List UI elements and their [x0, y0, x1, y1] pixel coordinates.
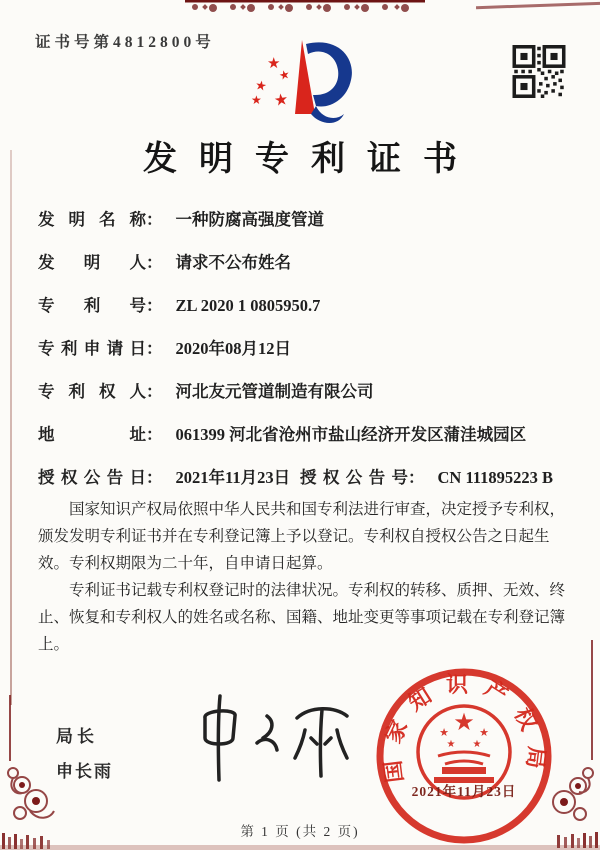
field-label: 专利权人	[38, 382, 146, 401]
field-row-patentee	[38, 378, 578, 421]
field-colon: ：	[146, 296, 163, 315]
field-value: 061399 河北省沧州市盐山经济开发区蒲洼城园区	[175, 425, 527, 444]
field-value: 一种防腐高强度管道	[175, 210, 324, 229]
svg-text:★: ★	[453, 708, 475, 736]
field-value: 2020年08月12日	[175, 339, 291, 358]
legal-paragraph-2: 专利证书记载专利权登记时的法律状况。专利权的转移、质押、无效、终止、恢复和专利权人的姓名或名称、国籍、地址变更等事项记载在专利登记簿上。	[38, 582, 566, 653]
svg-text:★: ★	[479, 726, 489, 739]
field-row-inventor	[38, 249, 578, 292]
qr-code	[512, 45, 566, 98]
field-label: 授权公告号	[300, 468, 408, 487]
field-colon: ：	[146, 382, 163, 401]
field-value: 2021年11月23日	[175, 468, 291, 487]
field-label: 授权公告日	[38, 468, 146, 487]
svg-text:★: ★	[446, 739, 456, 750]
legal-text-block	[38, 496, 568, 658]
field-label: 专利申请日	[38, 339, 146, 358]
field-row-invention-name	[38, 206, 578, 249]
field-grant-publication-number	[300, 464, 553, 488]
logo-star-icon: ★	[253, 78, 268, 95]
field-label: 发明人	[38, 253, 146, 272]
field-list	[38, 206, 578, 507]
field-label: 发明名称	[38, 210, 146, 229]
field-value: 请求不公布姓名	[175, 253, 291, 272]
field-row-address	[38, 421, 578, 464]
officer-title: 局长	[56, 727, 98, 746]
page-number: 第 1 页 (共 2 页)	[240, 824, 360, 839]
field-row-patent-number	[38, 292, 578, 335]
seal-ring-text: 国家知识产权局	[378, 671, 550, 784]
legal-paragraph-1: 国家知识产权局依照中华人民共和国专利法进行审查，决定授予专利权，颁发发明专利证书并在专利登记簿上予以登记。专利权自授权公告之日起生效。专利权期限为二十年，自申请日起算。	[38, 501, 566, 572]
logo-star-icon: ★	[267, 54, 281, 72]
svg-text:★: ★	[472, 739, 482, 750]
field-colon: ：	[146, 210, 163, 229]
field-value: 河北友元管道制造有限公司	[175, 382, 374, 401]
certificate-title: 发明专利证书	[143, 141, 479, 178]
field-value: ZL 2020 1 0805950.7	[175, 296, 321, 315]
top-border-ornament	[185, 0, 425, 12]
field-colon: ：	[146, 425, 163, 444]
certificate-number: 证书号第4812800号	[35, 34, 215, 51]
top-right-border-line	[476, 2, 600, 9]
svg-text:★: ★	[439, 726, 449, 739]
officer-name: 申长雨	[56, 762, 113, 781]
field-colon: ：	[146, 339, 163, 358]
logo-star-icon: ★	[272, 89, 290, 110]
field-colon: ：	[408, 468, 425, 487]
logo-star-icon: ★	[251, 93, 262, 107]
left-border-line	[10, 150, 12, 705]
field-colon: ：	[146, 468, 163, 487]
field-colon: ：	[146, 253, 163, 272]
field-label: 地址	[38, 425, 146, 444]
director-signature	[185, 688, 355, 788]
logo-star-icon: ★	[277, 66, 292, 84]
field-value: CN 111895223 B	[437, 468, 554, 487]
field-row-filing-date	[38, 335, 578, 378]
cnipa-patent-logo-icon	[243, 34, 355, 128]
field-label: 专利号	[38, 296, 146, 315]
seal-date: 2021年11月23日	[411, 784, 517, 799]
